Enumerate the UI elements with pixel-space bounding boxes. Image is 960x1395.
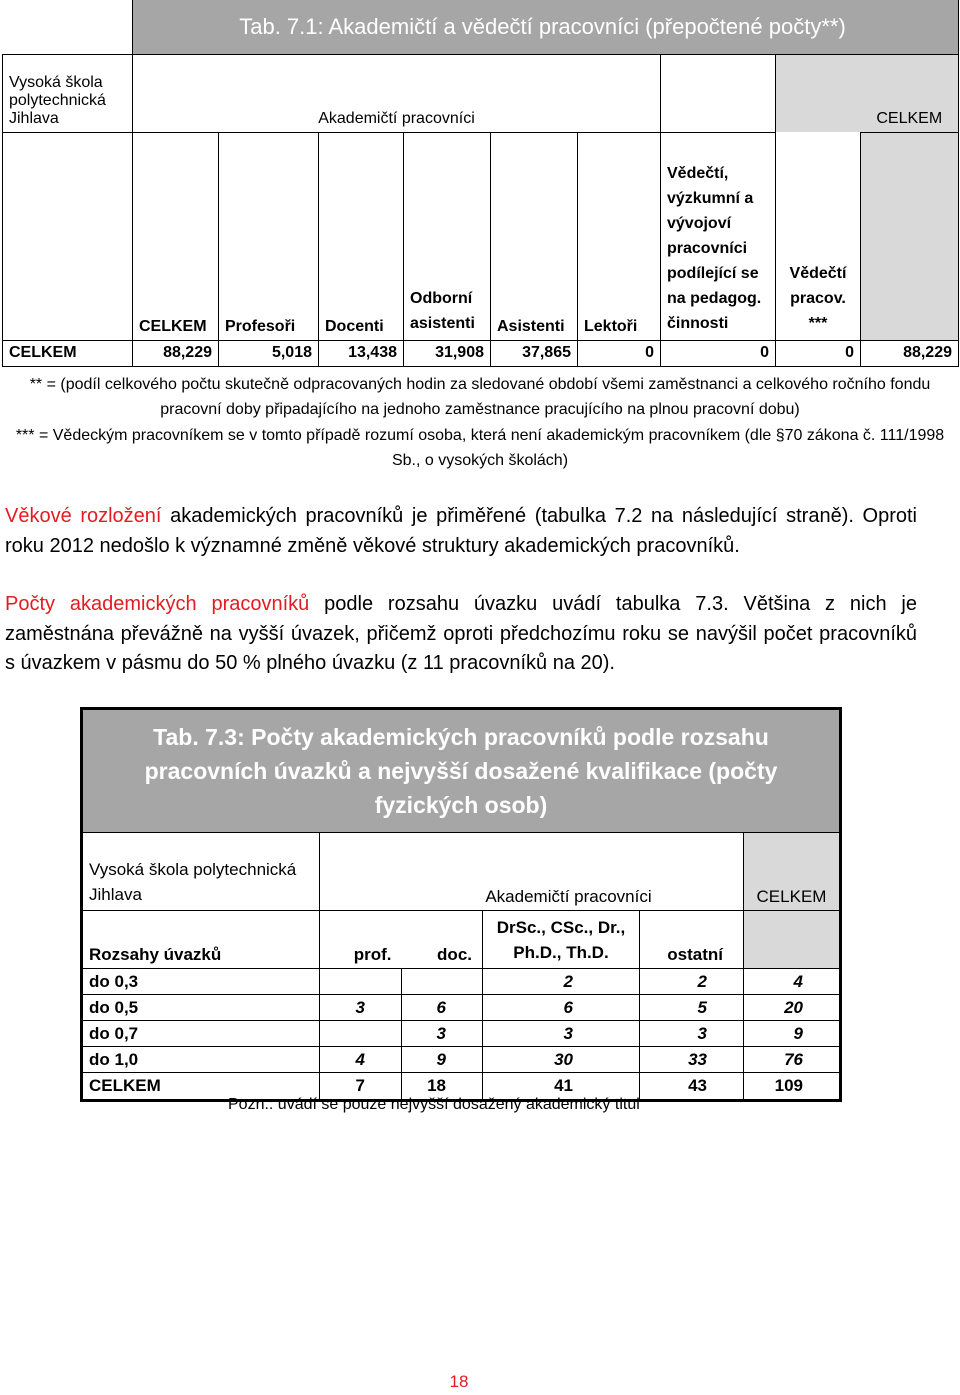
col-ostatni: ostatní [640,911,744,969]
paragraph-age [5,502,917,561]
cell: 7 [320,1073,402,1101]
footnote-2: *** = Vědeckým pracovníkem se v tomto případě rozumí osoba, která není akademickým pracovníkem (dle §70 zákona č. 111/1998 Sb., o vysokých školách) [15,427,945,469]
cell: 9 [744,1021,841,1047]
col-prof: prof. [320,911,402,969]
cell: 0 [776,340,861,366]
row-label: do 0,5 [82,995,320,1021]
cell: 3 [640,1021,744,1047]
cell: 18 [402,1073,483,1101]
table2-note: Pozn.: uvádí se pouze nejvyšší dosažený akademický titul [228,1096,640,1113]
cell: 6 [402,995,483,1021]
col-phd: DrSc., CSc., Dr., Ph.D., Th.D. [483,911,640,969]
row-label: do 0,3 [82,969,320,995]
paragraph-text: akademických pracovníků je přiměřené (tabulka 7.2 na následující straně). Oproti roku 2012 nedošlo k významné změně věkové struktury akademických pracovníků. [5,505,918,557]
table1-row-celkem [3,340,959,366]
table2-row [82,1047,841,1073]
table1-corner: Vysoká škola polytechnická Jihlava [3,54,133,132]
highlight: Věkové rozložení [5,505,162,527]
table2-group-header: Akademičtí pracovníci [320,833,744,911]
col-docenti: Docenti [319,132,404,340]
table2-row [82,969,841,995]
cell: 6 [483,995,640,1021]
cell: 2 [640,969,744,995]
cell: 41 [483,1073,640,1101]
col-doc: doc. [402,911,483,969]
table2-row [82,995,841,1021]
cell [320,969,402,995]
col-profesori: Profesoři [219,132,319,340]
row-label: CELKEM [3,340,133,366]
table1-title: Tab. 7.1: Akademičtí a vědečtí pracovníci (přepočtené počty**) [133,0,959,54]
row-label: do 1,0 [82,1047,320,1073]
cell: 30 [483,1047,640,1073]
footnote-1: ** = (podíl celkového počtu skutečně odpracovaných hodin za sledované období všemi zaměstnanci a celkového ročního fondu pracovní doby připadajícího na jednoho zaměstnance pracujícího na plnou pracovní dobu) [29,376,931,418]
table1-group-header: Akademičtí pracovníci [133,54,661,132]
cell: 0 [578,340,661,366]
cell: 76 [744,1047,841,1073]
cell: 37,865 [491,340,578,366]
row-label: CELKEM [82,1073,320,1101]
col-celkem: CELKEM [133,132,219,340]
cell: 31,908 [404,340,491,366]
table1-total-header: CELKEM [861,54,959,132]
cell: 4 [320,1047,402,1073]
cell: 3 [320,995,402,1021]
cell: 109 [744,1073,841,1101]
col-odborni-asistenti: Odborní asistenti [404,132,491,340]
cell: 43 [640,1073,744,1101]
cell: 88,229 [133,340,219,366]
cell: 88,229 [861,340,959,366]
cell: 33 [640,1047,744,1073]
table2-corner: Vysoká škola polytechnická Jihlava [82,833,320,911]
cell: 3 [483,1021,640,1047]
page-number: 18 [449,1372,469,1391]
cell: 0 [661,340,776,366]
highlight: Počty akademických pracovníků [5,593,310,615]
table2-title: Tab. 7.3: Počty akademických pracovníků podle rozsahu pracovních úvazků a nejvyšší dosažené kvalifikace (počty fyzických osob) [82,709,841,833]
cell [320,1021,402,1047]
cell: 3 [402,1021,483,1047]
table-7-1 [2,0,959,367]
cell: 13,438 [319,340,404,366]
table2-row [82,1021,841,1047]
cell: 9 [402,1047,483,1073]
table2-row-header: Rozsahy úvazků [82,911,320,969]
row-label: do 0,7 [82,1021,320,1047]
col-lektori: Lektoři [578,132,661,340]
paragraph-text: podle rozsahu úvazku uvádí tabulka 7.3. Většina z nich je zaměstnána převážně na vyšší úvazek, přičemž oproti předchozímu roku se navýšil počet pracovníků s úvazkem v pásmu do 50 % plného úvazku (z 11 pracovníků na 20). [5,593,918,674]
cell: 2 [483,969,640,995]
table2-total-header: CELKEM [744,833,841,911]
cell: 4 [744,969,841,995]
col-asistenti: Asistenti [491,132,578,340]
paragraph-counts [5,590,917,679]
cell [402,969,483,995]
cell: 5 [640,995,744,1021]
col-vedecti-pedag: Vědečtí, výzkumní a vývojoví pracovníci podílející se na pedagog. činnosti [661,132,776,340]
cell: 5,018 [219,340,319,366]
cell: 20 [744,995,841,1021]
table-7-3 [80,707,842,1102]
col-vedecti: Vědečtí pracov. *** [776,132,861,340]
